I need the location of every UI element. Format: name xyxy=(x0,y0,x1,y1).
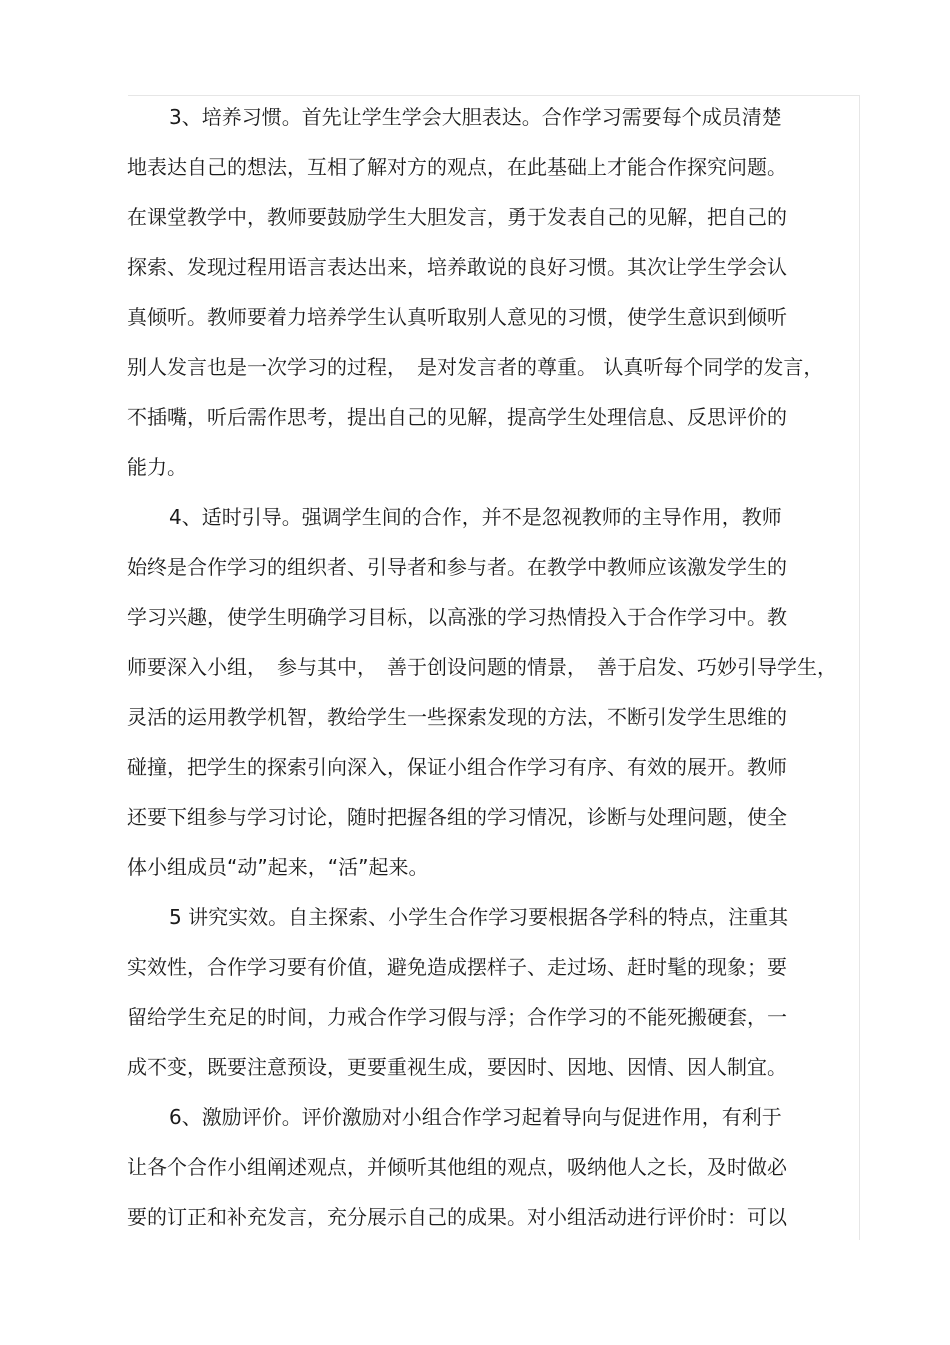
page-frame-right-border xyxy=(859,95,860,1240)
paragraph-5-line-1: 5 讲究实效。自主探索、小学生合作学习要根据各学科的特点，注重其 xyxy=(169,905,789,929)
paragraph-3-line-6: 别人发言也是一次学习的过程， 是对发言者的尊重。 认真听每个同学的发言， xyxy=(127,355,824,379)
paragraph-5-line-4: 成不变，既要注意预设，更要重视生成，要因时、因地、因情、因人制宜。 xyxy=(127,1055,787,1079)
paragraph-3-line-1: 3、培养习惯。首先让学生学会大胆表达。合作学习需要每个成员清楚 xyxy=(169,105,782,129)
paragraph-4-line-2: 始终是合作学习的组织者、引导者和参与者。在教学中教师应该激发学生的 xyxy=(127,555,787,579)
paragraph-3-line-4: 探索、发现过程用语言表达出来，培养敢说的良好习惯。其次让学生学会认 xyxy=(127,255,787,279)
page-frame-top-border xyxy=(128,95,860,96)
paragraph-4-line-7: 还要下组参与学习讨论，随时把握各组的学习情况，诊断与处理问题，使全 xyxy=(127,805,787,829)
paragraph-6-line-1: 6、激励评价。评价激励对小组合作学习起着导向与促进作用，有利于 xyxy=(169,1105,782,1129)
paragraph-4-line-1: 4、适时引导。强调学生间的合作，并不是忽视教师的主导作用，教师 xyxy=(169,505,782,529)
paragraph-5-line-2: 实效性，合作学习要有价值，避免造成摆样子、走过场、赶时髦的现象；要 xyxy=(127,955,787,979)
paragraph-4-line-3: 学习兴趣，使学生明确学习目标，以高涨的学习热情投入于合作学习中。教 xyxy=(127,605,787,629)
paragraph-3-line-3: 在课堂教学中，教师要鼓励学生大胆发言，勇于发表自己的见解，把自己的 xyxy=(127,205,787,229)
paragraph-3-line-7: 不插嘴，听后需作思考，提出自己的见解，提高学生处理信息、反思评价的 xyxy=(127,405,787,429)
paragraph-3-line-2: 地表达自己的想法，互相了解对方的观点，在此基础上才能合作探究问题。 xyxy=(127,155,787,179)
paragraph-5-line-3: 留给学生充足的时间，力戒合作学习假与浮；合作学习的不能死搬硬套，一 xyxy=(127,1005,787,1029)
paragraph-6-line-2: 让各个合作小组阐述观点，并倾听其他组的观点，吸纳他人之长，及时做必 xyxy=(127,1155,787,1179)
paragraph-6-line-3: 要的订正和补充发言，充分展示自己的成果。对小组活动进行评价时：可以 xyxy=(127,1205,787,1229)
paragraph-3-line-5: 真倾听。教师要着力培养学生认真听取别人意见的习惯，使学生意识到倾听 xyxy=(127,305,787,329)
paragraph-4-line-8: 体小组成员“动”起来，“活”起来。 xyxy=(127,855,429,879)
paragraph-3-line-8: 能力。 xyxy=(127,455,187,479)
paragraph-4-line-6: 碰撞，把学生的探索引向深入，保证小组合作学习有序、有效的展开。教师 xyxy=(127,755,787,779)
paragraph-4-line-5: 灵活的运用教学机智，教给学生一些探索发现的方法，不断引发学生思维的 xyxy=(127,705,787,729)
paragraph-4-line-4: 师要深入小组， 参与其中， 善于创设问题的情景， 善于启发、巧妙引导学生， xyxy=(127,655,837,679)
